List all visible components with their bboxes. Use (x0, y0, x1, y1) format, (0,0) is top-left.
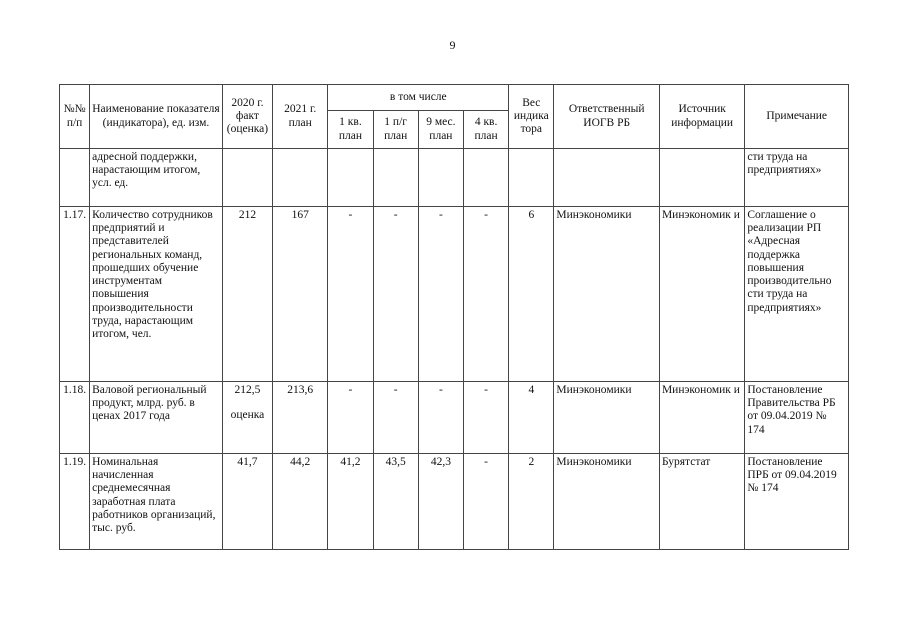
row-fact-2020 (222, 149, 272, 207)
row-plan-2021: 167 (273, 207, 328, 382)
row-h1: - (373, 207, 418, 382)
row-9m (418, 149, 463, 207)
row-note: Постановление ПРБ от 09.04.2019 № 174 (745, 454, 849, 550)
row-responsible: Минэкономики (554, 207, 660, 382)
header-responsible: Ответственный ИОГВ РБ (554, 85, 660, 149)
row-num: 1.19. (60, 454, 90, 550)
row-fact-2020: 212 (222, 207, 272, 382)
row-weight: 4 (509, 382, 554, 454)
row-q4: - (463, 382, 508, 454)
header-name: Наименование показателя (индикатора), ед. изм. (90, 85, 223, 149)
row-responsible: Минэкономики (554, 382, 660, 454)
row-plan-2021: 213,6 (273, 382, 328, 454)
row-9m: - (418, 382, 463, 454)
row-fact-2020-cell (222, 382, 272, 454)
row-q1: - (328, 382, 373, 454)
row-num: 1.18. (60, 382, 90, 454)
row-q4 (463, 149, 508, 207)
row-plan-2021: 44,2 (273, 454, 328, 550)
row-name: адресной поддержки, нарастающим итогом, усл. ед. (90, 149, 223, 207)
row-9m: 42,3 (418, 454, 463, 550)
row-plan-2021 (273, 149, 328, 207)
page-number: 9 (449, 38, 456, 52)
row-q1: - (328, 207, 373, 382)
row-note: Постановление Правительства РБ от 09.04.2019 № 174 (745, 382, 849, 454)
header-note: Примечание (745, 85, 849, 149)
row-h1: - (373, 382, 418, 454)
header-source: Источник информации (659, 85, 744, 149)
row-source (659, 149, 744, 207)
row-num (60, 149, 90, 207)
row-num: 1.17. (60, 207, 90, 382)
row-fact-2020: 41,7 (222, 454, 272, 550)
header-fact-2020: 2020 г. факт (оценка) (222, 85, 272, 149)
header-h1: 1 п/г план (373, 111, 418, 149)
row-weight: 6 (509, 207, 554, 382)
row-q4: - (463, 207, 508, 382)
row-q1 (328, 149, 373, 207)
header-weight: Вес индика тора (509, 85, 554, 149)
row-q4: - (463, 454, 508, 550)
row-fact-2020-note: оценка (230, 409, 265, 422)
row-responsible: Минэкономики (554, 454, 660, 550)
table-header (60, 85, 849, 149)
row-name: Количество сотрудников предприятий и представителей региональных команд, прошедших обучение инструментам повышения производительности труда, нарастающим итогом, чел. (90, 207, 223, 382)
row-source: Бурятстат (659, 454, 744, 550)
row-source: Минэкономик и (659, 207, 744, 382)
row-name: Валовой региональный продукт, млрд. руб. в ценах 2017 года (90, 382, 223, 454)
header-in-total: в том числе (328, 85, 509, 111)
row-9m: - (418, 207, 463, 382)
row-source: Минэкономик и (659, 382, 744, 454)
header-plan-2021: 2021 г. план (273, 85, 328, 149)
header-9m: 9 мес. план (418, 111, 463, 149)
header-num: №№ п/п (60, 85, 90, 149)
table-row (60, 149, 849, 207)
indicators-table (59, 84, 849, 550)
header-q4: 4 кв. план (463, 111, 508, 149)
table-row (60, 454, 849, 550)
row-weight (509, 149, 554, 207)
row-responsible (554, 149, 660, 207)
row-fact-2020: 212,5 (234, 384, 261, 396)
row-name: Номинальная начисленная среднемесячная заработная плата работников организаций, тыс. руб. (90, 454, 223, 550)
table-row (60, 207, 849, 382)
table-row (60, 382, 849, 454)
row-q1: 41,2 (328, 454, 373, 550)
header-q1: 1 кв. план (328, 111, 373, 149)
row-note: Соглашение о реализации РП «Адресная поддержка повышения производительно сти труда на предприятиях» (745, 207, 849, 382)
row-h1: 43,5 (373, 454, 418, 550)
row-note: сти труда на предприятиях» (745, 149, 849, 207)
row-h1 (373, 149, 418, 207)
row-weight: 2 (509, 454, 554, 550)
